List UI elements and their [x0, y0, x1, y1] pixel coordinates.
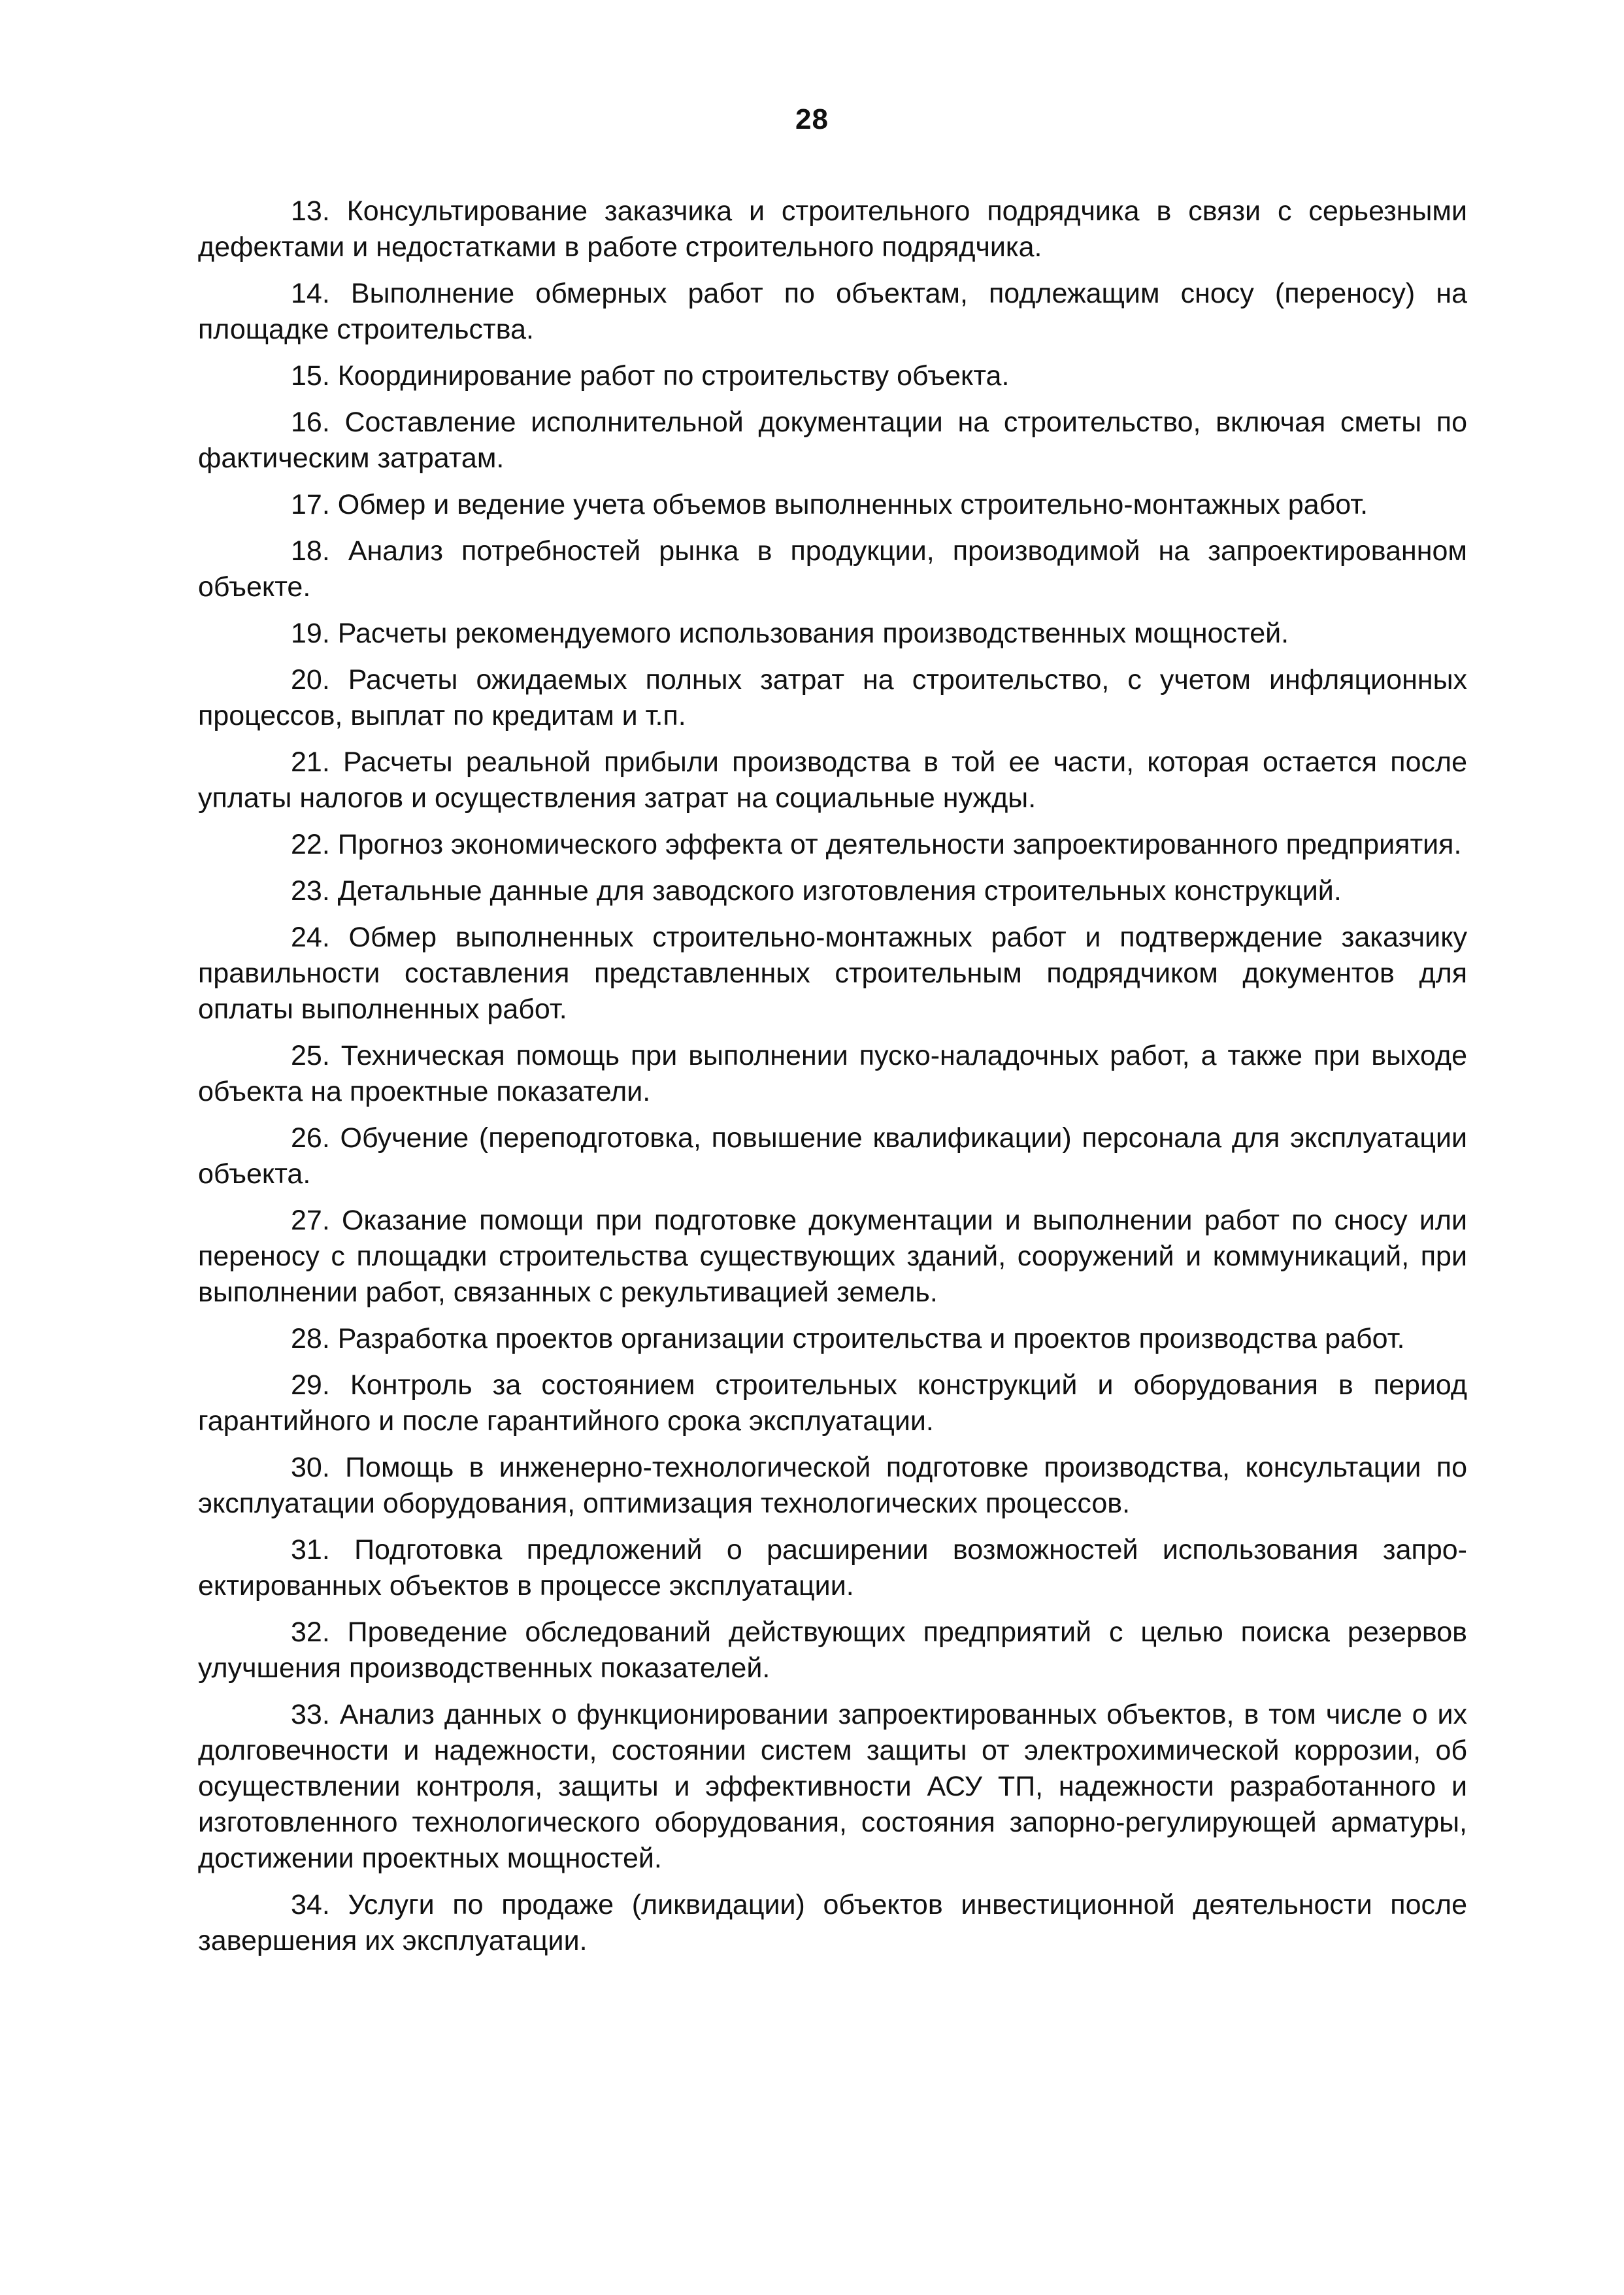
list-item: 20. Расчеты ожидаемых полных затрат на строительство, с учетом инфляционных процессов, выплат по кредитам и т.п. [198, 664, 1467, 731]
page-number: 28 [795, 103, 829, 135]
list-item: 34. Услуги по продаже (ликвидации) объектов инвестиционной деятельности после завершения их эксплуатации. [198, 1889, 1467, 1956]
list-item: 23. Детальные данные для заводского изготовления строительных конструкций. [291, 875, 1342, 907]
list-item: 14. Выполнение обмерных работ по объектам, подлежащим сносу (переносу) на площадке строительства. [198, 278, 1467, 345]
list-item: 17. Обмер и ведение учета объемов выполненных строительно-монтажных работ. [291, 489, 1368, 520]
list-item: 26. Обучение (переподготовка, повышение квалификации) персонала для эксплуатации объекта. [198, 1122, 1467, 1190]
list-item: 24. Обмер выполненных строительно-монтажных работ и подтверждение заказчику правильности составления представленных строительным подрядчиком документов для оплаты выполненных работ. [198, 922, 1467, 1025]
list-item: 16. Составление исполнительной документации на строительство, включая сметы по фактическим затратам. [198, 407, 1467, 474]
list-item: 22. Прогноз экономического эффекта от деятельности запроектированного предприятия. [291, 829, 1462, 860]
list-item: 31. Подготовка предложений о расширении возможностей использования запроектированных объектов в процессе эксплуатации. [198, 1534, 1467, 1601]
list-item: 15. Координирование работ по строительству объекта. [291, 360, 1010, 392]
list-item: 27. Оказание помощи при подготовке документации и выполнении работ по сносу или переносу с площадки строительства существующих зданий, сооружений и коммуникаций, при выполнении работ, связанных с рекультивацией земель. [198, 1205, 1467, 1308]
list-item: 21. Расчеты реальной прибыли производства в той ее части, которая остается после уплаты налогов и осуществления затрат на социальные нужды. [198, 746, 1467, 814]
list-item: 13. Консультирование заказчика и строительного подрядчика в связи с серьезными дефектами и недостатками в работе строительного подрядчика. [198, 195, 1467, 263]
list-item: 19. Расчеты рекомендуемого использования производственных мощностей. [291, 618, 1289, 649]
list-item: 25. Техническая помощь при выполнении пуско-наладочных работ, а также при выходе объекта на проектные показатели. [198, 1040, 1467, 1107]
list-item: 30. Помощь в инженерно-технологической подготовке производства, консультации по эксплуатации оборудования, оптимизация технологических процессов. [198, 1452, 1467, 1519]
list-item: 32. Проведение обследований действующих предприятий с целью поиска резервов улучшения производственных показателей. [198, 1617, 1467, 1684]
list-item: 33. Анализ данных о функционировании запроектированных объектов, в том числе о их долговечности и надежности, состоянии систем защиты от электрохимической коррозии, об осуществлении контроля, защиты и эффективности АСУ ТП, надежности разработанного и изготовленного технологического оборудования, состояния запорно-регулирующей арматуры, достижении проектных мощностей. [198, 1699, 1467, 1874]
document-body [198, 193, 1467, 1969]
list-item: 28. Разработка проектов организации строительства и проектов производства работ. [291, 1323, 1405, 1354]
list-item: 18. Анализ потребностей рынка в продукции, производимой на запроектированном объекте. [198, 535, 1467, 603]
list-item: 29. Контроль за состоянием строительных конструкций и оборудования в период гарантийного и после гарантийного срока эксплуатации. [198, 1369, 1467, 1437]
